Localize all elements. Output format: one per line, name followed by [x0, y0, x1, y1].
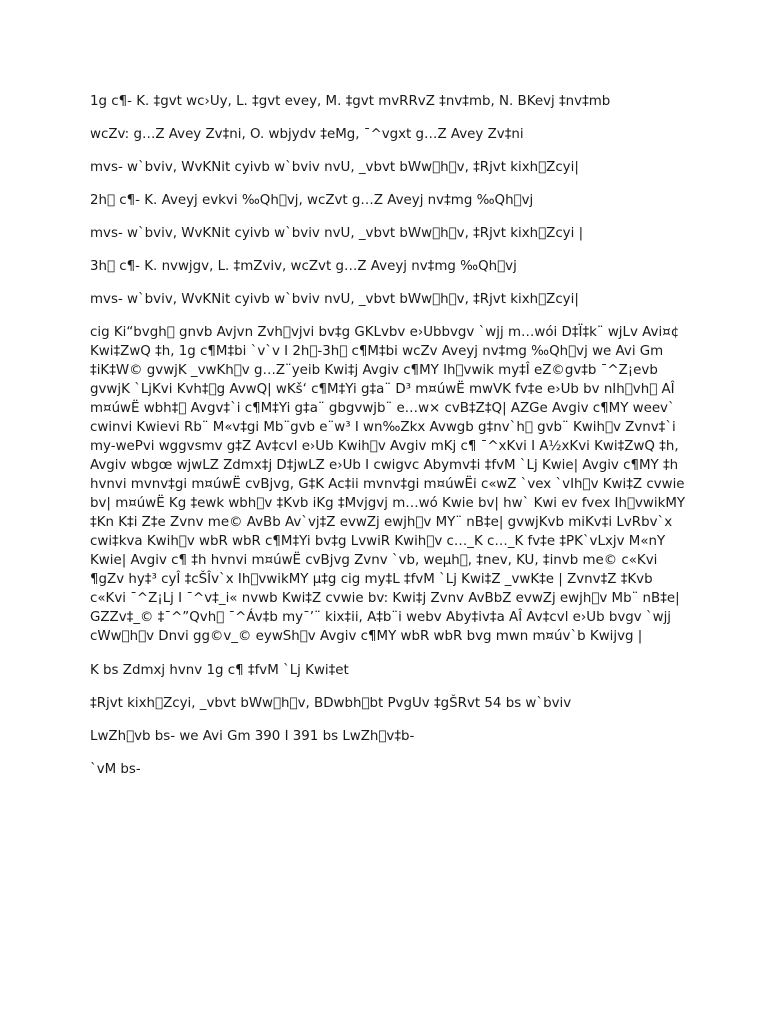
party-one-parent: wcZv: g…Z Avey Zv‡ni, O. wbjydv ‡eMg, ¯^vgxt g…Z Avey Zv‡ni [90, 127, 524, 142]
party-two-names: 2h  c¶- K. Aveyj evkvi ‰Qh vj, wcZvt g…Z Aveyj nv‡mg ‰Qh vj [90, 193, 534, 208]
schedule-heading: K bs Zdmxj hvnv 1g c¶ ‡fvM `Lj Kwi‡et [90, 663, 349, 678]
khatian-number: LwZh vb bs- we Avi Gm 390 I 391 bs LwZh v‡b- [90, 729, 415, 744]
schedule-location: ‡Rjvt kixh Zcyi, _vbvt bWw h v, BDwbh bt PvgUv ‡gŠRvt 54 bs w`bviv [90, 696, 572, 711]
party-one-names: 1g c¶- K. ‡gvt wc›Uy, L. ‡gvt evey, M. ‡gvt mvRRvZ ‡nv‡mb, N. BKevj ‡nv‡mb [90, 94, 611, 109]
dag-number: `vM bs- [90, 762, 141, 777]
party-two-address: mvs- w`bviv, WvKNit cyivb w`bviv nvU, _vbvt bWw h v, ‡Rjvt kixh Zcyi | [90, 226, 584, 241]
party-three-address: mvs- w`bviv, WvKNit cyivb w`bviv nvU, _vbvt bWw h v, ‡Rjvt kixh Zcyi| [90, 292, 579, 307]
party-one-address: mvs- w`bviv, WvKNit cyivb w`bviv nvU, _vbvt bWw h v, ‡Rjvt kixh Zcyi| [90, 160, 579, 175]
deed-body-paragraph: cig Ki“bvgh  gnvb Avjvn Zvh vjvi bv‡g GKLvbv e›Ubbvgv `wjj m…wói D‡Ï‡k¨ wjLv Avi¤¢ Kwi‡ZwQ ‡h, 1g c¶M‡bi `v`v I 2h -3h  c¶M‡bi wcZv Aveyj nv‡mg ‰Qh vj we Avi Gm ‡iK‡W© gvwjK _vwKh v g…Z¨yeib Kwi‡j Avgiv c¶MY Ih vwik my‡Î eZ©gv‡b ¯^Z¡evb gvwjK `LjKvi Kvh‡ g AvwQ| wKš‘ c¶M‡Yi g‡a¨ D³ m¤úwË mwVK fv‡e e›Ub bv nIh vh  AÎ m¤úwË wbh‡  Avgv‡`i c¶M‡Yi g‡a¨ gbgvwjb¨ e…w× cvB‡Z‡Q| AZGe Avgiv c¶MY weev` cwinvi Kwievi Rb¨ M«v‡gi Mb¨gvb e¨w³ I wn‰Zkx Avwgb g‡nv`h  gvb¨ Kwih v Zvnv‡`i my-wePvi wggvsmv g‡Z Av‡cvl e›Ub Kwih v Avgiv mKj c¶ ¯^xKvi I A½xKvi Kwi‡ZwQ ‡h, Avgiv wbgœ wjwLZ Zdmx‡j D‡jwLZ e›Ub I cwigvc Abymv‡i ‡fvM `Lj Kwie| Avgiv c¶MY ‡h hvnvi mvnv‡gi m¤úwË cvBjvg, G‡K Ac‡ii mvnv‡gi m¤úwËi c«wZ `vex `vIh v Kwi‡Z cvwie bv| m¤úwË Kg ‡ewk wbh v ‡Kvb iKg ‡Mvjgvj m…wó Kwie bv| hw` Kwi ev fvex Ih vwikMY ‡Kn K‡i Z‡e Zvnv me© AvBb Av`vj‡Z evwZj ewjh v MY¨ nB‡e| gvwjKvb miKv‡i LvRbv`x cwi‡kva Kwih v wbR wbR c¶M‡Yi bv‡g LvwiR Kwih v c…_K c…_K fv‡e ‡PK`vLxjv M«nY Kwie| Avgiv c¶ ‡h hvnvi m¤úwË cvBjvg Zvnv `vb, weµh , ‡nev, KU, ‡invb me© c«Kvi ¶gZv hy‡³ cyÎ ‡cŠÎv`x Ih vwikMY µ‡g cig my‡L ‡fvM `Lj Kwi‡Z _vwK‡e | Zvnv‡Z ‡Kvb c«Kvi ¯^Z¡Lj I ¯^v‡_i« nvwb Kwi‡Z cvwie bv: Kwi‡j Zvnv AvBbZ evwZj ewjh v Mb¨ nB‡e| GZZv‡_© ‡¯^”Qvh  ¯^Áv‡b my¯’¨ kix‡ii, A‡b¨i webv Aby‡iv‡a AÎ Av‡cvl e›Ub bvgv `wjj cWw h v Dnvi gg©v_© eywSh v Avgiv c¶MY wbR wbR bvg mwn m¤úv`b Kwijvg | [90, 325, 686, 644]
party-three-names: 3h  c¶- K. nvwjgv, L. ‡mZviv, wcZvt g…Z Aveyj nv‡mg ‰Qh vj [90, 259, 517, 274]
document-page [90, 92, 690, 793]
